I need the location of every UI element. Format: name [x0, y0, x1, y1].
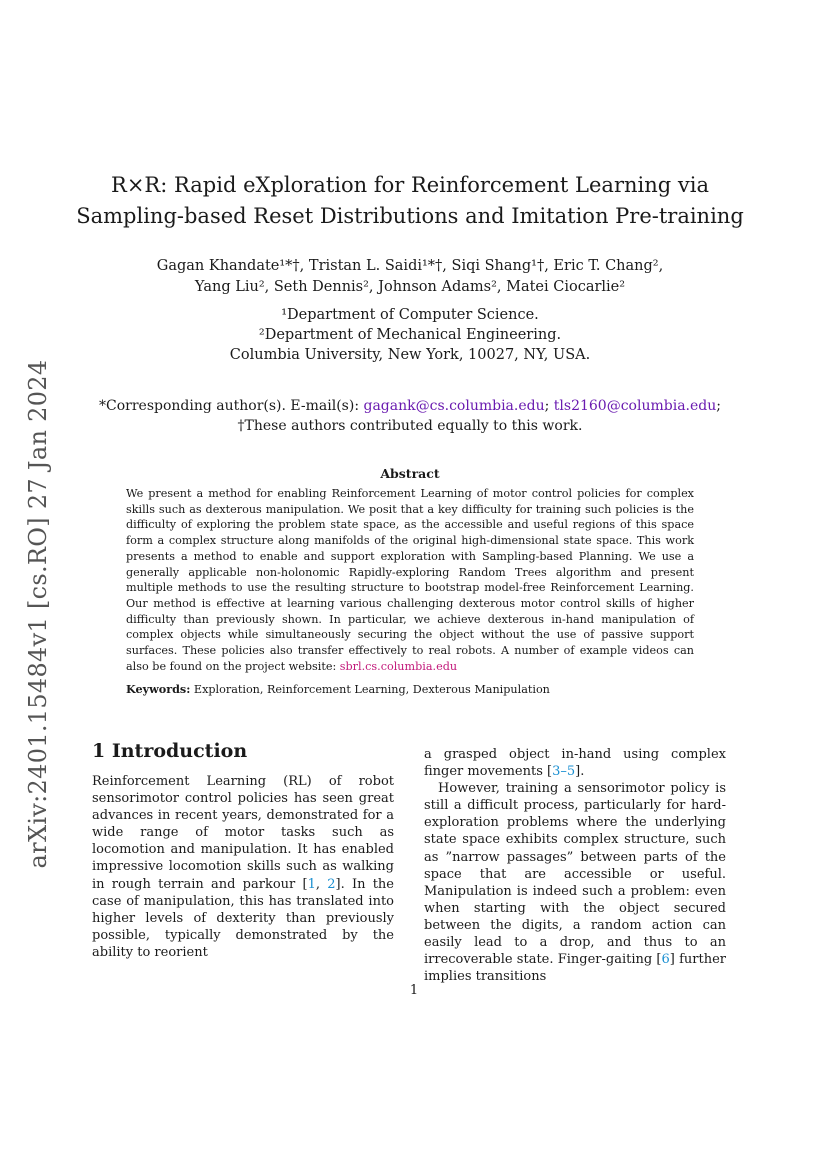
- citation-6[interactable]: 6: [661, 952, 670, 968]
- email-link-2[interactable]: tls2160@columbia.edu: [553, 398, 717, 414]
- citation-3-5[interactable]: 3–5: [552, 764, 576, 780]
- citation-2[interactable]: 2: [327, 876, 336, 892]
- affiliations: [60, 305, 760, 365]
- affiliation-3: Columbia University, New York, 10027, NY, USA.: [229, 347, 591, 363]
- right-text-a: a grasped object in-hand using complex finger movements [: [424, 747, 726, 780]
- paper-title: [60, 170, 760, 232]
- email-suffix: ;: [716, 398, 721, 414]
- right-paragraph-1: [424, 746, 726, 780]
- right-paragraph-2: [424, 780, 726, 985]
- citation-1[interactable]: 1: [307, 876, 316, 892]
- email-link-1[interactable]: gagank@cs.columbia.edu: [363, 398, 545, 414]
- author-list: [60, 256, 760, 298]
- project-website-link[interactable]: sbrl.cs.columbia.edu: [339, 659, 458, 673]
- authors-line-2: Yang Liu², Seth Dennis², Johnson Adams², Matei Ciocarlie²: [194, 279, 626, 295]
- citation-separator: ,: [315, 876, 328, 892]
- authors-line-1: Gagan Khandate¹*†, Tristan L. Saidi¹*†, Siqi Shang¹†, Eric T. Chang²,: [156, 258, 664, 274]
- keywords-label: Keywords:: [126, 682, 191, 696]
- correspondence: [60, 396, 760, 436]
- corresponding-prefix: *Corresponding author(s). E-mail(s):: [99, 398, 364, 414]
- abstract-body: We present a method for enabling Reinforcement Learning of motor control policies for complex skills such as dexterous manipulation. We posit that a key difficulty for training such policies is the difficulty of exploring the problem state space, as the accessible and useful regions of this space form a complex structure along manifolds of the original high-dimensional state space. This work presents a method to enable and support exploration with Sampling-based Planning. We use a generally applicable non-holonomic Rapidly-exploring Random Trees algorithm and present multiple methods to use the resulting structure to bootstrap model-free Reinforcement Learning. Our method is effective at learning various challenging dexterous motor control skills of higher difficulty than previously shown. In particular, we achieve dexterous in-hand manipulation of complex objects while simultaneously securing the object without the use of passive support surfaces. These policies also transfer effectively to real robots. A number of example videos can also be found on the project website:: [126, 487, 694, 673]
- affiliation-2: ²Department of Mechanical Engineering.: [258, 327, 562, 343]
- right-text-c: However, training a sensorimotor policy is still a difficult process, particularly for hard-exploration problems where the underlying state space exhibits complex structure, such as ”narrow passages” between parts of the space that are accessible or useful. Manipulation is indeed such a problem: even when starting with the object secured between the digits, a random action can easily lead to a drop, and thus to an irrecoverable state. Finger-gaiting [: [424, 781, 726, 968]
- corresponding-authors: [60, 396, 760, 416]
- keywords-text: Exploration, Reinforcement Learning, Dexterous Manipulation: [190, 683, 550, 696]
- affiliation-1: ¹Department of Computer Science.: [281, 307, 539, 323]
- left-column-paragraph: [92, 773, 394, 961]
- equal-contribution-note: †These authors contributed equally to this work.: [237, 418, 583, 434]
- title-line-2: Sampling-based Reset Distributions and Imitation Pre-training: [76, 204, 744, 228]
- abstract-heading: Abstract: [380, 466, 440, 481]
- section-heading: 1 Introduction: [92, 740, 248, 762]
- abstract-text: [126, 486, 694, 674]
- title-line-1: R×R: Rapid eXploration for Reinforcement Learning via: [111, 173, 709, 197]
- left-text-b: ]. In the case of manipulation, this has translated into higher levels of dexterity than previously possible, typically demonstrated by the ability to reorient: [92, 876, 394, 960]
- page-number: 1: [409, 983, 419, 998]
- keywords: [126, 682, 694, 696]
- left-text-a: Reinforcement Learning (RL) of robot sensorimotor control policies has seen great advances in recent years, demonstrated for a wide range of motor tasks such as locomotion and manipulation. It has enabled impressive locomotion skills such as walking in rough terrain and parkour [: [92, 774, 394, 892]
- right-text-d: ] further implies transitions: [424, 952, 726, 985]
- arxiv-identifier: arXiv:2401.15484v1 [cs.RO] 27 Jan 2024: [24, 359, 52, 869]
- email-separator: ;: [544, 398, 554, 414]
- right-column: [424, 746, 726, 985]
- right-text-b: ].: [575, 764, 585, 780]
